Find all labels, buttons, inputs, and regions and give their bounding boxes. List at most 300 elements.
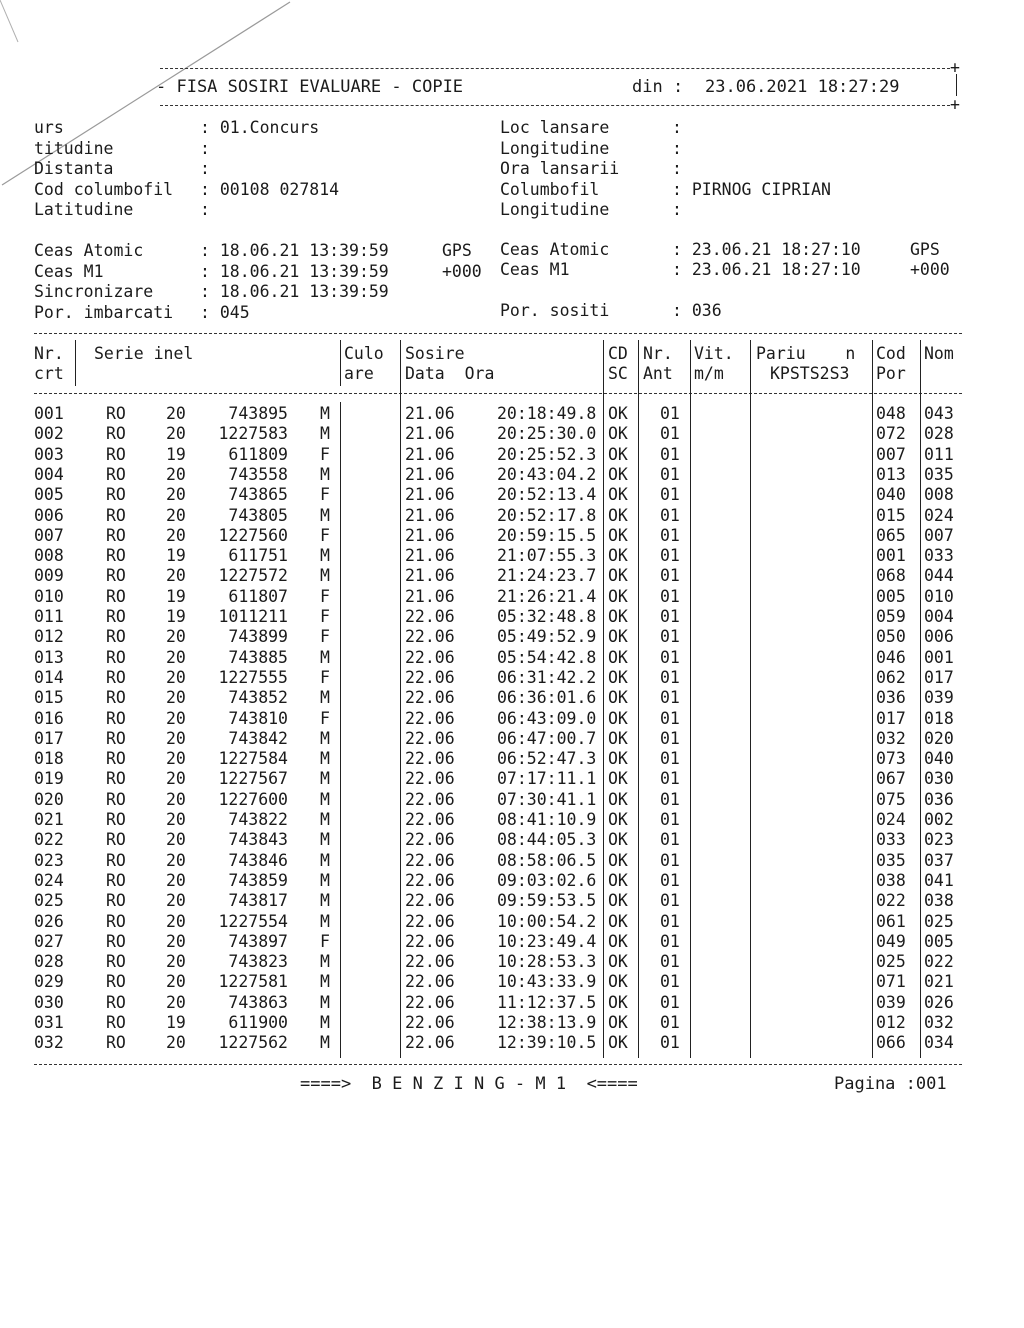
- row-nom: 020: [924, 728, 954, 748]
- row-cdsc: OK: [608, 566, 628, 586]
- row-country: RO: [106, 850, 126, 870]
- row-sex: F: [320, 667, 330, 687]
- clock-value: : 18.06.21 13:39:59: [200, 282, 389, 301]
- row-country: RO: [106, 647, 126, 667]
- row-nr: 026: [34, 911, 64, 931]
- row-nr: 016: [34, 708, 64, 728]
- row-country: RO: [106, 404, 126, 423]
- row-sex: F: [320, 607, 330, 626]
- table-row: [0, 485, 1024, 505]
- row-ant: 01: [660, 688, 680, 708]
- row-nr: 028: [34, 952, 64, 972]
- table-row: [0, 993, 1024, 1013]
- table-row: [0, 566, 1024, 586]
- row-date: 22.06: [405, 708, 455, 728]
- header-right-bar: [956, 74, 957, 96]
- row-cdsc: OK: [608, 667, 628, 687]
- row-nr: 003: [34, 444, 64, 464]
- table-row: [0, 709, 1024, 729]
- row-year: 19: [166, 586, 186, 606]
- row-nom: 011: [924, 444, 954, 464]
- info-value: : 01.Concurs: [200, 118, 320, 137]
- info-label: Distanta: [34, 159, 114, 178]
- table-row: [0, 932, 1024, 952]
- row-ring: 743817: [228, 891, 288, 911]
- col-cod-2: Por: [876, 364, 906, 383]
- row-cdsc: OK: [608, 911, 628, 931]
- info-value: : 00108 027814: [200, 179, 340, 199]
- row-time: 20:25:30.0: [497, 424, 597, 444]
- row-ant: 01: [660, 931, 680, 951]
- row-cdsc: OK: [608, 627, 628, 647]
- row-time: 10:43:33.9: [497, 972, 597, 992]
- plus-mark: +: [950, 58, 960, 77]
- row-sex: M: [320, 992, 330, 1012]
- col-vit-1: Vit.: [694, 344, 734, 363]
- row-sex: M: [320, 952, 330, 972]
- row-country: RO: [106, 891, 126, 911]
- row-year: 20: [166, 627, 186, 647]
- row-sex: M: [320, 1033, 330, 1053]
- row-date: 22.06: [405, 972, 455, 992]
- row-cdsc: OK: [608, 464, 628, 484]
- clock-suffix: GPS: [442, 241, 472, 260]
- row-ring: 1227562: [218, 1033, 288, 1053]
- table-row: [0, 526, 1024, 546]
- row-cdsc: OK: [608, 444, 628, 464]
- table-row: [0, 729, 1024, 749]
- row-ant: 01: [660, 830, 680, 850]
- row-cod: 066: [876, 1033, 906, 1053]
- row-sex: F: [320, 444, 330, 464]
- row-country: RO: [106, 525, 126, 545]
- row-year: 19: [166, 546, 186, 566]
- row-ring: 1227600: [218, 789, 288, 809]
- row-sex: M: [320, 688, 330, 708]
- row-ring: 1011211: [218, 607, 288, 626]
- row-ring: 743865: [228, 485, 288, 505]
- row-sex: M: [320, 505, 330, 525]
- row-cod: 072: [876, 424, 906, 444]
- col-nr-2: crt: [34, 364, 64, 383]
- info-value: :: [200, 200, 210, 219]
- row-ant: 01: [660, 728, 680, 748]
- row-year: 20: [166, 931, 186, 951]
- row-date: 22.06: [405, 850, 455, 870]
- row-country: RO: [106, 667, 126, 687]
- row-ant: 01: [660, 810, 680, 829]
- row-ring: 1227581: [218, 972, 288, 992]
- row-nr: 008: [34, 546, 64, 566]
- clock-label: Ceas Atomic: [500, 240, 610, 259]
- row-time: 20:18:49.8: [497, 404, 597, 423]
- row-cod: 007: [876, 444, 906, 464]
- row-ring: 743842: [228, 728, 288, 748]
- row-time: 06:31:42.2: [497, 667, 597, 687]
- clock-suffix: GPS: [910, 240, 940, 259]
- row-nom: 010: [924, 586, 954, 606]
- row-ring: 611900: [228, 1013, 288, 1032]
- table-row: [0, 688, 1024, 708]
- row-cdsc: OK: [608, 1013, 628, 1032]
- din-label: din :: [632, 77, 684, 97]
- row-time: 06:36:01.6: [497, 688, 597, 708]
- row-date: 22.06: [405, 992, 455, 1012]
- row-nom: 022: [924, 952, 954, 972]
- row-nr: 001: [34, 404, 64, 423]
- row-nom: 026: [924, 992, 954, 1012]
- info-label: Longitudine: [500, 138, 610, 158]
- col-cod-1: Cod: [876, 344, 906, 363]
- row-date: 22.06: [405, 789, 455, 809]
- row-cdsc: OK: [608, 789, 628, 809]
- row-cdsc: OK: [608, 952, 628, 972]
- info-label: urs: [34, 118, 64, 137]
- row-nom: 040: [924, 749, 954, 769]
- table-row: [0, 912, 1024, 932]
- row-ant: 01: [660, 789, 680, 809]
- row-date: 22.06: [405, 749, 455, 769]
- row-date: 22.06: [405, 1033, 455, 1053]
- row-cod: 024: [876, 810, 906, 829]
- row-nom: 001: [924, 647, 954, 667]
- row-date: 21.06: [405, 505, 455, 525]
- row-sex: M: [320, 769, 330, 789]
- row-cdsc: OK: [608, 546, 628, 566]
- row-year: 20: [166, 972, 186, 992]
- row-cod: 067: [876, 769, 906, 789]
- row-ant: 01: [660, 586, 680, 606]
- row-cdsc: OK: [608, 972, 628, 992]
- row-country: RO: [106, 505, 126, 525]
- row-nom: 032: [924, 1013, 954, 1032]
- row-cod: 059: [876, 607, 906, 626]
- row-ring: 743897: [228, 931, 288, 951]
- row-ring: 743846: [228, 850, 288, 870]
- row-nom: 004: [924, 607, 954, 626]
- row-cod: 022: [876, 891, 906, 911]
- row-time: 20:25:52.3: [497, 444, 597, 464]
- row-year: 19: [166, 444, 186, 464]
- row-date: 21.06: [405, 424, 455, 444]
- row-nr: 014: [34, 667, 64, 687]
- row-ant: 01: [660, 1013, 680, 1032]
- row-nr: 022: [34, 830, 64, 850]
- row-cod: 033: [876, 830, 906, 850]
- row-country: RO: [106, 789, 126, 809]
- row-country: RO: [106, 931, 126, 951]
- row-country: RO: [106, 911, 126, 931]
- row-nom: 033: [924, 546, 954, 566]
- table-row: [0, 424, 1024, 444]
- col-sep: [75, 340, 76, 386]
- row-year: 20: [166, 505, 186, 525]
- row-nom: 043: [924, 404, 954, 423]
- row-country: RO: [106, 627, 126, 647]
- row-date: 22.06: [405, 891, 455, 911]
- table-row: [0, 851, 1024, 871]
- row-date: 22.06: [405, 728, 455, 748]
- row-year: 20: [166, 728, 186, 748]
- row-ant: 01: [660, 404, 680, 423]
- row-nom: 008: [924, 485, 954, 505]
- clock-suffix: +000: [910, 260, 950, 279]
- info-value: :: [672, 200, 682, 219]
- row-sex: F: [320, 708, 330, 728]
- row-cdsc: OK: [608, 708, 628, 728]
- info-label: Latitudine: [34, 200, 134, 219]
- footer-center: ====> B E N Z I N G - M 1 <====: [300, 1074, 638, 1094]
- row-nr: 021: [34, 810, 64, 829]
- clock-label: Sincronizare: [34, 282, 154, 301]
- row-ant: 01: [660, 667, 680, 687]
- row-ant: 01: [660, 505, 680, 525]
- row-year: 20: [166, 525, 186, 545]
- col-cd-1: CD: [608, 344, 628, 363]
- row-ring: 1227560: [218, 525, 288, 545]
- row-ant: 01: [660, 769, 680, 789]
- row-time: 06:43:09.0: [497, 708, 597, 728]
- row-sex: M: [320, 1013, 330, 1032]
- table-header-rule: [34, 393, 962, 394]
- info-value: :: [672, 118, 682, 137]
- row-nr: 011: [34, 607, 64, 626]
- row-sex: M: [320, 728, 330, 748]
- row-time: 08:58:06.5: [497, 850, 597, 870]
- row-ring: 743863: [228, 992, 288, 1012]
- table-row: [0, 769, 1024, 789]
- row-date: 22.06: [405, 647, 455, 667]
- row-ring: 1227555: [218, 667, 288, 687]
- col-serie: Serie inel: [94, 344, 194, 363]
- row-cdsc: OK: [608, 850, 628, 870]
- col-nr-1: Nr.: [34, 344, 64, 363]
- info-value: :: [200, 159, 210, 178]
- table-row: [0, 952, 1024, 972]
- row-date: 22.06: [405, 688, 455, 708]
- table-row: [0, 404, 1024, 424]
- row-year: 20: [166, 647, 186, 667]
- row-country: RO: [106, 749, 126, 769]
- table-row: [0, 648, 1024, 668]
- row-date: 22.06: [405, 810, 455, 829]
- row-cod: 015: [876, 505, 906, 525]
- row-cod: 062: [876, 667, 906, 687]
- col-cd-2: SC: [608, 364, 628, 383]
- row-sex: F: [320, 485, 330, 505]
- row-sex: F: [320, 525, 330, 545]
- row-date: 21.06: [405, 566, 455, 586]
- row-country: RO: [106, 464, 126, 484]
- row-nr: 010: [34, 586, 64, 606]
- row-nom: 041: [924, 870, 954, 890]
- row-ant: 01: [660, 627, 680, 647]
- row-year: 20: [166, 485, 186, 505]
- col-nom-1: Nom: [924, 344, 954, 363]
- row-ant: 01: [660, 464, 680, 484]
- row-year: 20: [166, 891, 186, 911]
- row-ant: 01: [660, 1033, 680, 1053]
- row-ring: 743805: [228, 505, 288, 525]
- row-date: 21.06: [405, 464, 455, 484]
- row-cdsc: OK: [608, 688, 628, 708]
- row-year: 20: [166, 952, 186, 972]
- row-time: 20:59:15.5: [497, 525, 597, 545]
- row-country: RO: [106, 444, 126, 464]
- row-ant: 01: [660, 546, 680, 566]
- row-sex: M: [320, 647, 330, 667]
- row-time: 20:52:17.8: [497, 505, 597, 525]
- row-year: 20: [166, 424, 186, 444]
- row-nom: 044: [924, 566, 954, 586]
- table-row: [0, 749, 1024, 769]
- table-row: [0, 465, 1024, 485]
- row-country: RO: [106, 952, 126, 972]
- row-nr: 030: [34, 992, 64, 1012]
- row-time: 12:39:10.5: [497, 1033, 597, 1053]
- clock-value: : 18.06.21 13:39:59: [200, 261, 389, 281]
- row-cod: 040: [876, 485, 906, 505]
- row-ant: 01: [660, 607, 680, 626]
- row-date: 22.06: [405, 830, 455, 850]
- row-sex: M: [320, 789, 330, 809]
- table-bottom-rule: [34, 1064, 962, 1065]
- row-ant: 01: [660, 566, 680, 586]
- col-pariu-1: Pariu n: [756, 344, 856, 363]
- row-nr: 005: [34, 485, 64, 505]
- row-ant: 01: [660, 708, 680, 728]
- clock-label: Ceas Atomic: [34, 241, 144, 260]
- row-country: RO: [106, 992, 126, 1012]
- row-nom: 038: [924, 891, 954, 911]
- row-year: 20: [166, 1033, 186, 1053]
- row-sex: M: [320, 464, 330, 484]
- row-country: RO: [106, 830, 126, 850]
- row-nr: 020: [34, 789, 64, 809]
- row-cdsc: OK: [608, 769, 628, 789]
- row-country: RO: [106, 688, 126, 708]
- row-nom: 018: [924, 708, 954, 728]
- footer-page: Pagina :001: [834, 1074, 947, 1094]
- row-ant: 01: [660, 424, 680, 444]
- row-cdsc: OK: [608, 485, 628, 505]
- table-row: [0, 668, 1024, 688]
- row-sex: M: [320, 566, 330, 586]
- table-row: [0, 871, 1024, 891]
- row-nom: 024: [924, 505, 954, 525]
- row-nr: 002: [34, 424, 64, 444]
- row-nom: 036: [924, 789, 954, 809]
- row-country: RO: [106, 972, 126, 992]
- row-ring: 611807: [228, 586, 288, 606]
- row-cod: 038: [876, 870, 906, 890]
- col-sosire-2: Data Ora: [405, 364, 495, 383]
- table-top-rule: [34, 333, 962, 334]
- clock-label: Por. imbarcati: [34, 302, 174, 322]
- row-sex: M: [320, 810, 330, 829]
- row-cdsc: OK: [608, 647, 628, 667]
- row-time: 12:38:13.9: [497, 1013, 597, 1032]
- row-ring: 743885: [228, 647, 288, 667]
- row-sex: F: [320, 586, 330, 606]
- table-row: [0, 506, 1024, 526]
- row-cod: 071: [876, 972, 906, 992]
- row-cdsc: OK: [608, 870, 628, 890]
- row-ring: 611751: [228, 546, 288, 566]
- info-value: : PIRNOG CIPRIAN: [672, 179, 831, 199]
- row-cod: 035: [876, 850, 906, 870]
- row-nr: 029: [34, 972, 64, 992]
- row-nom: 005: [924, 931, 954, 951]
- row-sex: M: [320, 404, 330, 423]
- row-time: 21:07:55.3: [497, 546, 597, 566]
- row-ring: 611809: [228, 444, 288, 464]
- row-time: 05:54:42.8: [497, 647, 597, 667]
- row-cod: 073: [876, 749, 906, 769]
- row-time: 08:41:10.9: [497, 810, 597, 829]
- row-cdsc: OK: [608, 891, 628, 911]
- row-time: 05:32:48.8: [497, 607, 597, 626]
- row-cdsc: OK: [608, 830, 628, 850]
- row-nom: 007: [924, 525, 954, 545]
- row-time: 21:26:21.4: [497, 586, 597, 606]
- row-country: RO: [106, 769, 126, 789]
- row-country: RO: [106, 424, 126, 444]
- row-sex: F: [320, 627, 330, 647]
- row-year: 20: [166, 404, 186, 423]
- row-cod: 032: [876, 728, 906, 748]
- col-culo-2: are: [344, 364, 374, 383]
- row-nr: 027: [34, 931, 64, 951]
- row-country: RO: [106, 708, 126, 728]
- row-nr: 018: [34, 749, 64, 769]
- row-cdsc: OK: [608, 728, 628, 748]
- row-nr: 032: [34, 1033, 64, 1053]
- info-value: :: [672, 138, 682, 158]
- row-date: 22.06: [405, 769, 455, 789]
- clock-label: Ceas M1: [34, 261, 104, 281]
- info-label: Columbofil: [500, 179, 600, 199]
- row-time: 08:44:05.3: [497, 830, 597, 850]
- row-date: 21.06: [405, 546, 455, 566]
- row-date: 21.06: [405, 485, 455, 505]
- row-sex: M: [320, 830, 330, 850]
- row-date: 22.06: [405, 952, 455, 972]
- row-date: 21.06: [405, 404, 455, 423]
- row-ring: 743822: [228, 810, 288, 829]
- row-nom: 017: [924, 667, 954, 687]
- row-country: RO: [106, 485, 126, 505]
- row-year: 20: [166, 464, 186, 484]
- row-date: 21.06: [405, 444, 455, 464]
- info-label: Loc lansare: [500, 118, 610, 137]
- row-ant: 01: [660, 485, 680, 505]
- row-cod: 001: [876, 546, 906, 566]
- row-nr: 025: [34, 891, 64, 911]
- row-cod: 012: [876, 1013, 906, 1032]
- info-label: Ora lansarii: [500, 159, 620, 178]
- col-culo-1: Culo: [344, 344, 384, 363]
- clock-value: : 23.06.21 18:27:10: [672, 260, 861, 279]
- row-time: 06:52:47.3: [497, 749, 597, 769]
- clock-value: : 045: [200, 302, 250, 322]
- row-ring: 1227567: [218, 769, 288, 789]
- row-year: 20: [166, 870, 186, 890]
- row-year: 20: [166, 911, 186, 931]
- row-ring: 1227554: [218, 911, 288, 931]
- row-sex: F: [320, 931, 330, 951]
- table-row: [0, 546, 1024, 566]
